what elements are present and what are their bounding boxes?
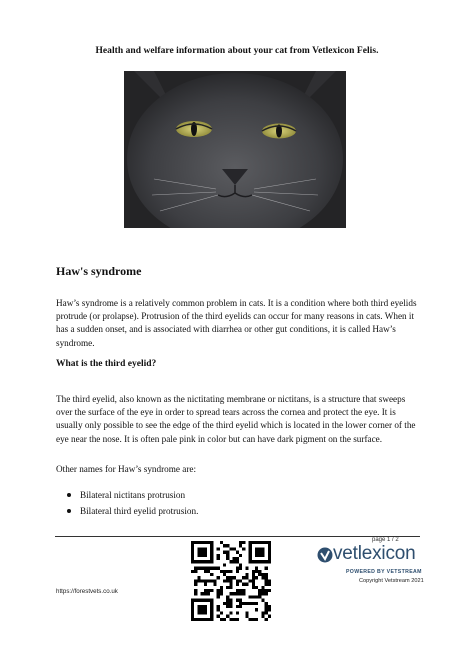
bullet-icon bbox=[67, 493, 71, 497]
document-header: Health and welfare information about your cat from Vetlexicon Felis. bbox=[95, 46, 379, 56]
other-names-intro: Other names for Haw’s syndrome are: bbox=[56, 464, 197, 474]
vetlexicon-logo bbox=[317, 543, 423, 569]
section-paragraph: The third eyelid, also known as the nictitating membrane or nictitans, is a structure that sweeps over the surface of the eye in order to spread tears across the cornea and protect the eye. It is usually only possible to see the edge of the third eyelid which is located in the lower corner of the eye near the nose. It is often pale pink in color but can have dark pigment on the surface. bbox=[56, 394, 416, 444]
intro-paragraph: Haw’s syndrome is a relatively common problem in cats. It is a condition where both third eyelids protrude (or prolapse). Protrusion of the third eyelids can occur for many reasons in cats. When it has a sudden onset, and is associated with diarrhea or other gut conditions, it is called Haw’s syndrome. bbox=[56, 298, 417, 348]
list-item: Bilateral third eyelid protrusion. bbox=[56, 503, 198, 519]
copyright: Copyright Vetstream 2021 bbox=[359, 578, 424, 584]
powered-by: POWERED BY VETSTREAM bbox=[346, 569, 422, 575]
brand-name: vetlexicon bbox=[333, 543, 416, 564]
page-number: page 1 / 2 bbox=[372, 537, 399, 543]
list-item: Bilateral nictitans protrusion bbox=[56, 487, 198, 503]
bullet-icon bbox=[67, 509, 71, 513]
cat-face-photo bbox=[124, 71, 346, 228]
footer-divider bbox=[55, 536, 420, 537]
article-title: Haw's syndrome bbox=[56, 264, 142, 278]
vetlexicon-mark-icon bbox=[317, 545, 333, 565]
qr-code-icon bbox=[191, 541, 271, 621]
website-link[interactable]: https://forestvets.co.uk bbox=[56, 588, 118, 595]
other-names-list bbox=[56, 487, 198, 519]
section-heading: What is the third eyelid? bbox=[56, 359, 157, 369]
